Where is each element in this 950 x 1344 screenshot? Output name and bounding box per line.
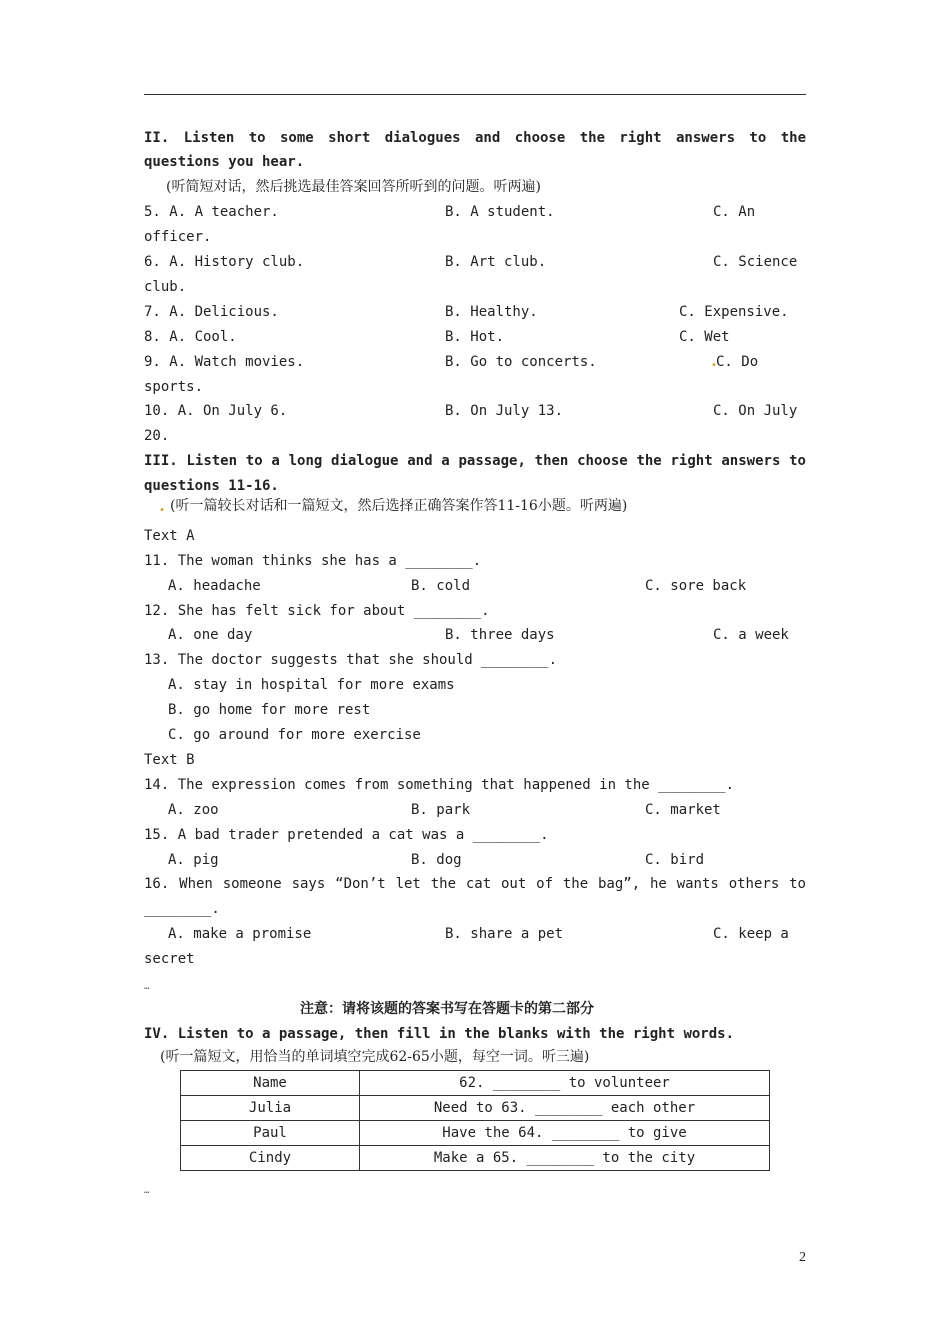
q14-option-b: B. park: [411, 802, 471, 818]
q13-stem: 13. The doctor suggests that she should ________.: [144, 652, 558, 668]
section2-title-line2: questions you hear.: [144, 154, 305, 170]
table-cell-name: Julia: [181, 1096, 360, 1121]
q16-option-a: A. make a promise: [168, 926, 312, 942]
q11-stem: 11. The woman thinks she has a ________.: [144, 553, 482, 569]
q8-option-b: B. Hot.: [445, 329, 505, 345]
answer-sheet-notice: 注意：请将该题的答案书写在答题卡的第二部分: [300, 1001, 594, 1017]
text-b-heading: Text B: [144, 752, 195, 768]
q12-option-a: A. one day: [168, 627, 253, 643]
q5-option-c-wrap: officer.: [144, 229, 212, 245]
q7-option-a: 7. A. Delicious.: [144, 304, 279, 320]
stray-mark: …: [144, 1186, 150, 1196]
table-cell-name: Cindy: [181, 1146, 360, 1171]
q9-option-b: B. Go to concerts.: [445, 354, 597, 370]
table-row: [181, 1146, 770, 1171]
q6-option-c: C. Science: [713, 254, 798, 270]
q9-option-a: 9. A. Watch movies.: [144, 354, 305, 370]
q11-option-a: A. headache: [168, 578, 261, 594]
q12-stem: 12. She has felt sick for about ________.: [144, 603, 490, 619]
q16-stem-wrap: ________.: [144, 901, 220, 917]
q15-option-c: C. bird: [645, 852, 705, 868]
q16-stem: 16. When someone says “Don’t let the cat out of the bag”, he wants others to: [144, 876, 806, 892]
table-row: [181, 1121, 770, 1146]
q11-option-b: B. cold: [411, 578, 471, 594]
q14-option-c: C. market: [645, 802, 721, 818]
q15-option-a: A. pig: [168, 852, 219, 868]
q6-option-b: B. Art club.: [445, 254, 547, 270]
q5-option-a: 5. A. A teacher.: [144, 204, 279, 220]
stray-dot-mark: •: [711, 360, 718, 371]
text-a-heading: Text A: [144, 528, 195, 544]
table-cell-blank: Make a 65. ________ to the city: [360, 1146, 770, 1171]
section3-title-line1: III. Listen to a long dialogue and a passage, then choose the right answers to: [144, 453, 806, 469]
stray-mark: …: [144, 982, 150, 992]
section4-title: IV. Listen to a passage, then fill in the blanks with the right words.: [144, 1026, 735, 1042]
section2-note: (听简短对话，然后挑选最佳答案回答所听到的问题。听两遍): [166, 179, 541, 195]
section2-title-line1: II. Listen to some short dialogues and choose the right answers to the: [144, 130, 806, 146]
table-header-row: [181, 1071, 770, 1096]
q13-option-b: B. go home for more rest: [168, 702, 371, 718]
q10-option-c-wrap: 20.: [144, 428, 170, 444]
table-cell-blank: Need to 63. ________ each other: [360, 1096, 770, 1121]
q16-option-c: C. keep a: [713, 926, 789, 942]
q6-option-c-wrap: club.: [144, 279, 187, 295]
q15-stem: 15. A bad trader pretended a cat was a ________.: [144, 827, 549, 843]
q9-option-c-wrap: sports.: [144, 379, 204, 395]
q10-option-b: B. On July 13.: [445, 403, 564, 419]
section3-note: (听一篇较长对话和一篇短文，然后选择正确答案作答11-16小题。听两遍): [170, 498, 628, 514]
q12-option-c: C. a week: [713, 627, 789, 643]
section3-title-line2: questions 11-16.: [144, 478, 279, 494]
q5-option-c: C. An: [713, 204, 756, 220]
q8-option-a: 8. A. Cool.: [144, 329, 237, 345]
table-cell-blank: Have the 64. ________ to give: [360, 1121, 770, 1146]
q11-option-c: C. sore back: [645, 578, 747, 594]
q10-option-c: C. On July: [713, 403, 798, 419]
q7-option-b: B. Healthy.: [445, 304, 538, 320]
q9-option-c: C. Do: [716, 354, 759, 370]
q12-option-b: B. three days: [445, 627, 555, 643]
q14-option-a: A. zoo: [168, 802, 219, 818]
q5-option-b: B. A student.: [445, 204, 555, 220]
page-number: 2: [799, 1250, 806, 1265]
q15-option-b: B. dog: [411, 852, 462, 868]
q14-stem: 14. The expression comes from something that happened in the ________.: [144, 777, 735, 793]
q16-option-b: B. share a pet: [445, 926, 564, 942]
header-rule: [144, 94, 806, 95]
table-row: [181, 1096, 770, 1121]
q16-option-c-wrap: secret: [144, 951, 195, 967]
table-cell-name: Paul: [181, 1121, 360, 1146]
section4-note: (听一篇短文，用恰当的单词填空完成62-65小题，每空一词。听三遍): [160, 1049, 590, 1065]
q6-option-a: 6. A. History club.: [144, 254, 305, 270]
table-header-cell: Name: [181, 1071, 360, 1096]
q10-option-a: 10. A. On July 6.: [144, 403, 288, 419]
volunteer-table: [180, 1070, 770, 1171]
q13-option-a: A. stay in hospital for more exams: [168, 677, 455, 693]
q7-option-c: C. Expensive.: [679, 304, 789, 320]
q8-option-c: C. Wet: [679, 329, 730, 345]
stray-dot-mark: •: [159, 505, 166, 516]
table-header-cell: 62. ________ to volunteer: [360, 1071, 770, 1096]
q13-option-c: C. go around for more exercise: [168, 727, 421, 743]
